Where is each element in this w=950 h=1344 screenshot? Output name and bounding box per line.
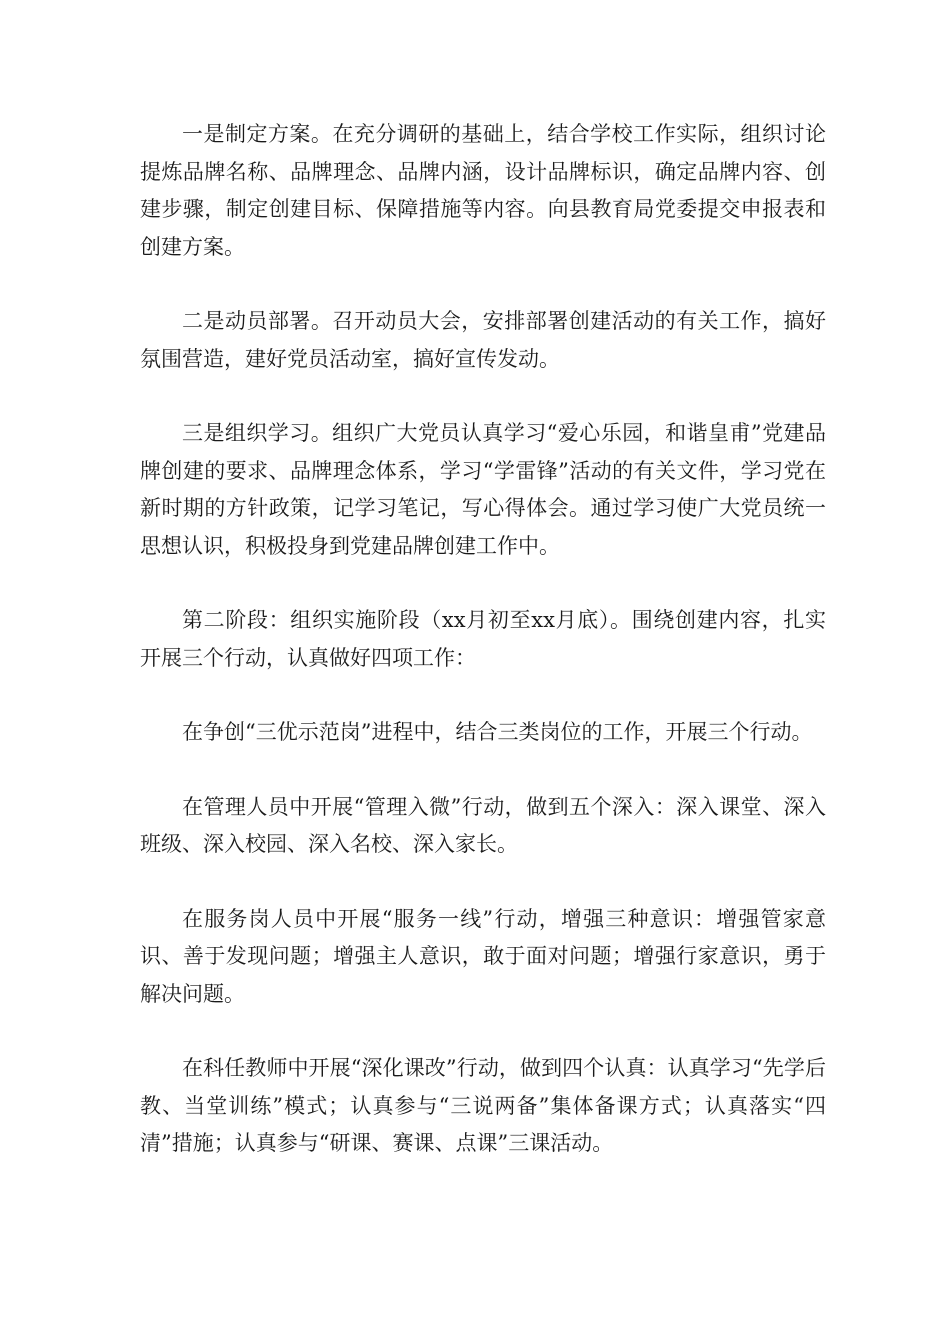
paragraph-organize-study: 三是组织学习。组织广大党员认真学习“爱心乐园，和谐皇甫”党建品牌创建的要求、品牌理念体系，学习“学雷锋”活动的有关文件，学习党在新时期的方针政策，记学习笔记，写心得体会。通过学习使广大党员统一思想认识，积极投身到党建品牌创建工作中。: [140, 421, 826, 558]
paragraph-mobilize: 二是动员部署。召开动员大会，安排部署创建活动的有关工作，搞好氛围营造，建好党员活动室，搞好宣传发动。: [140, 309, 826, 371]
paragraph-three-actions: 在争创“三优示范岗”进程中，结合三类岗位的工作，开展三个行动。: [182, 720, 813, 744]
paragraph-service-action: 在服务岗人员中开展“服务一线”行动，增强三种意识：增强管家意识、善于发现问题；增强主人意识，敢于面对问题；增强行家意识，勇于解决问题。: [140, 906, 826, 1006]
paragraph-phase-two: 第二阶段：组织实施阶段（xx月初至xx月底）。围绕创建内容，扎实开展三个行动，认真做好四项工作：: [140, 608, 826, 670]
paragraph-teacher-action: 在科任教师中开展“深化课改”行动，做到四个认真：认真学习“先学后教、当堂训练”模式；认真参与“三说两备”集体备课方式；认真落实“四清”措施；认真参与“研课、赛课、点课”三课活动。: [140, 1056, 826, 1155]
document-body: [140, 116, 826, 1200]
paragraph-make-plan: 一是制定方案。在充分调研的基础上，结合学校工作实际，组织讨论提炼品牌名称、品牌理念、品牌内涵，设计品牌标识，确定品牌内容、创建步骤，制定创建目标、保障措施等内容。向县教育局党委提交申报表和创建方案。: [140, 122, 826, 259]
paragraph-management-action: 在管理人员中开展“管理入微”行动，做到五个深入：深入课堂、深入班级、深入校园、深入名校、深入家长。: [140, 794, 826, 856]
